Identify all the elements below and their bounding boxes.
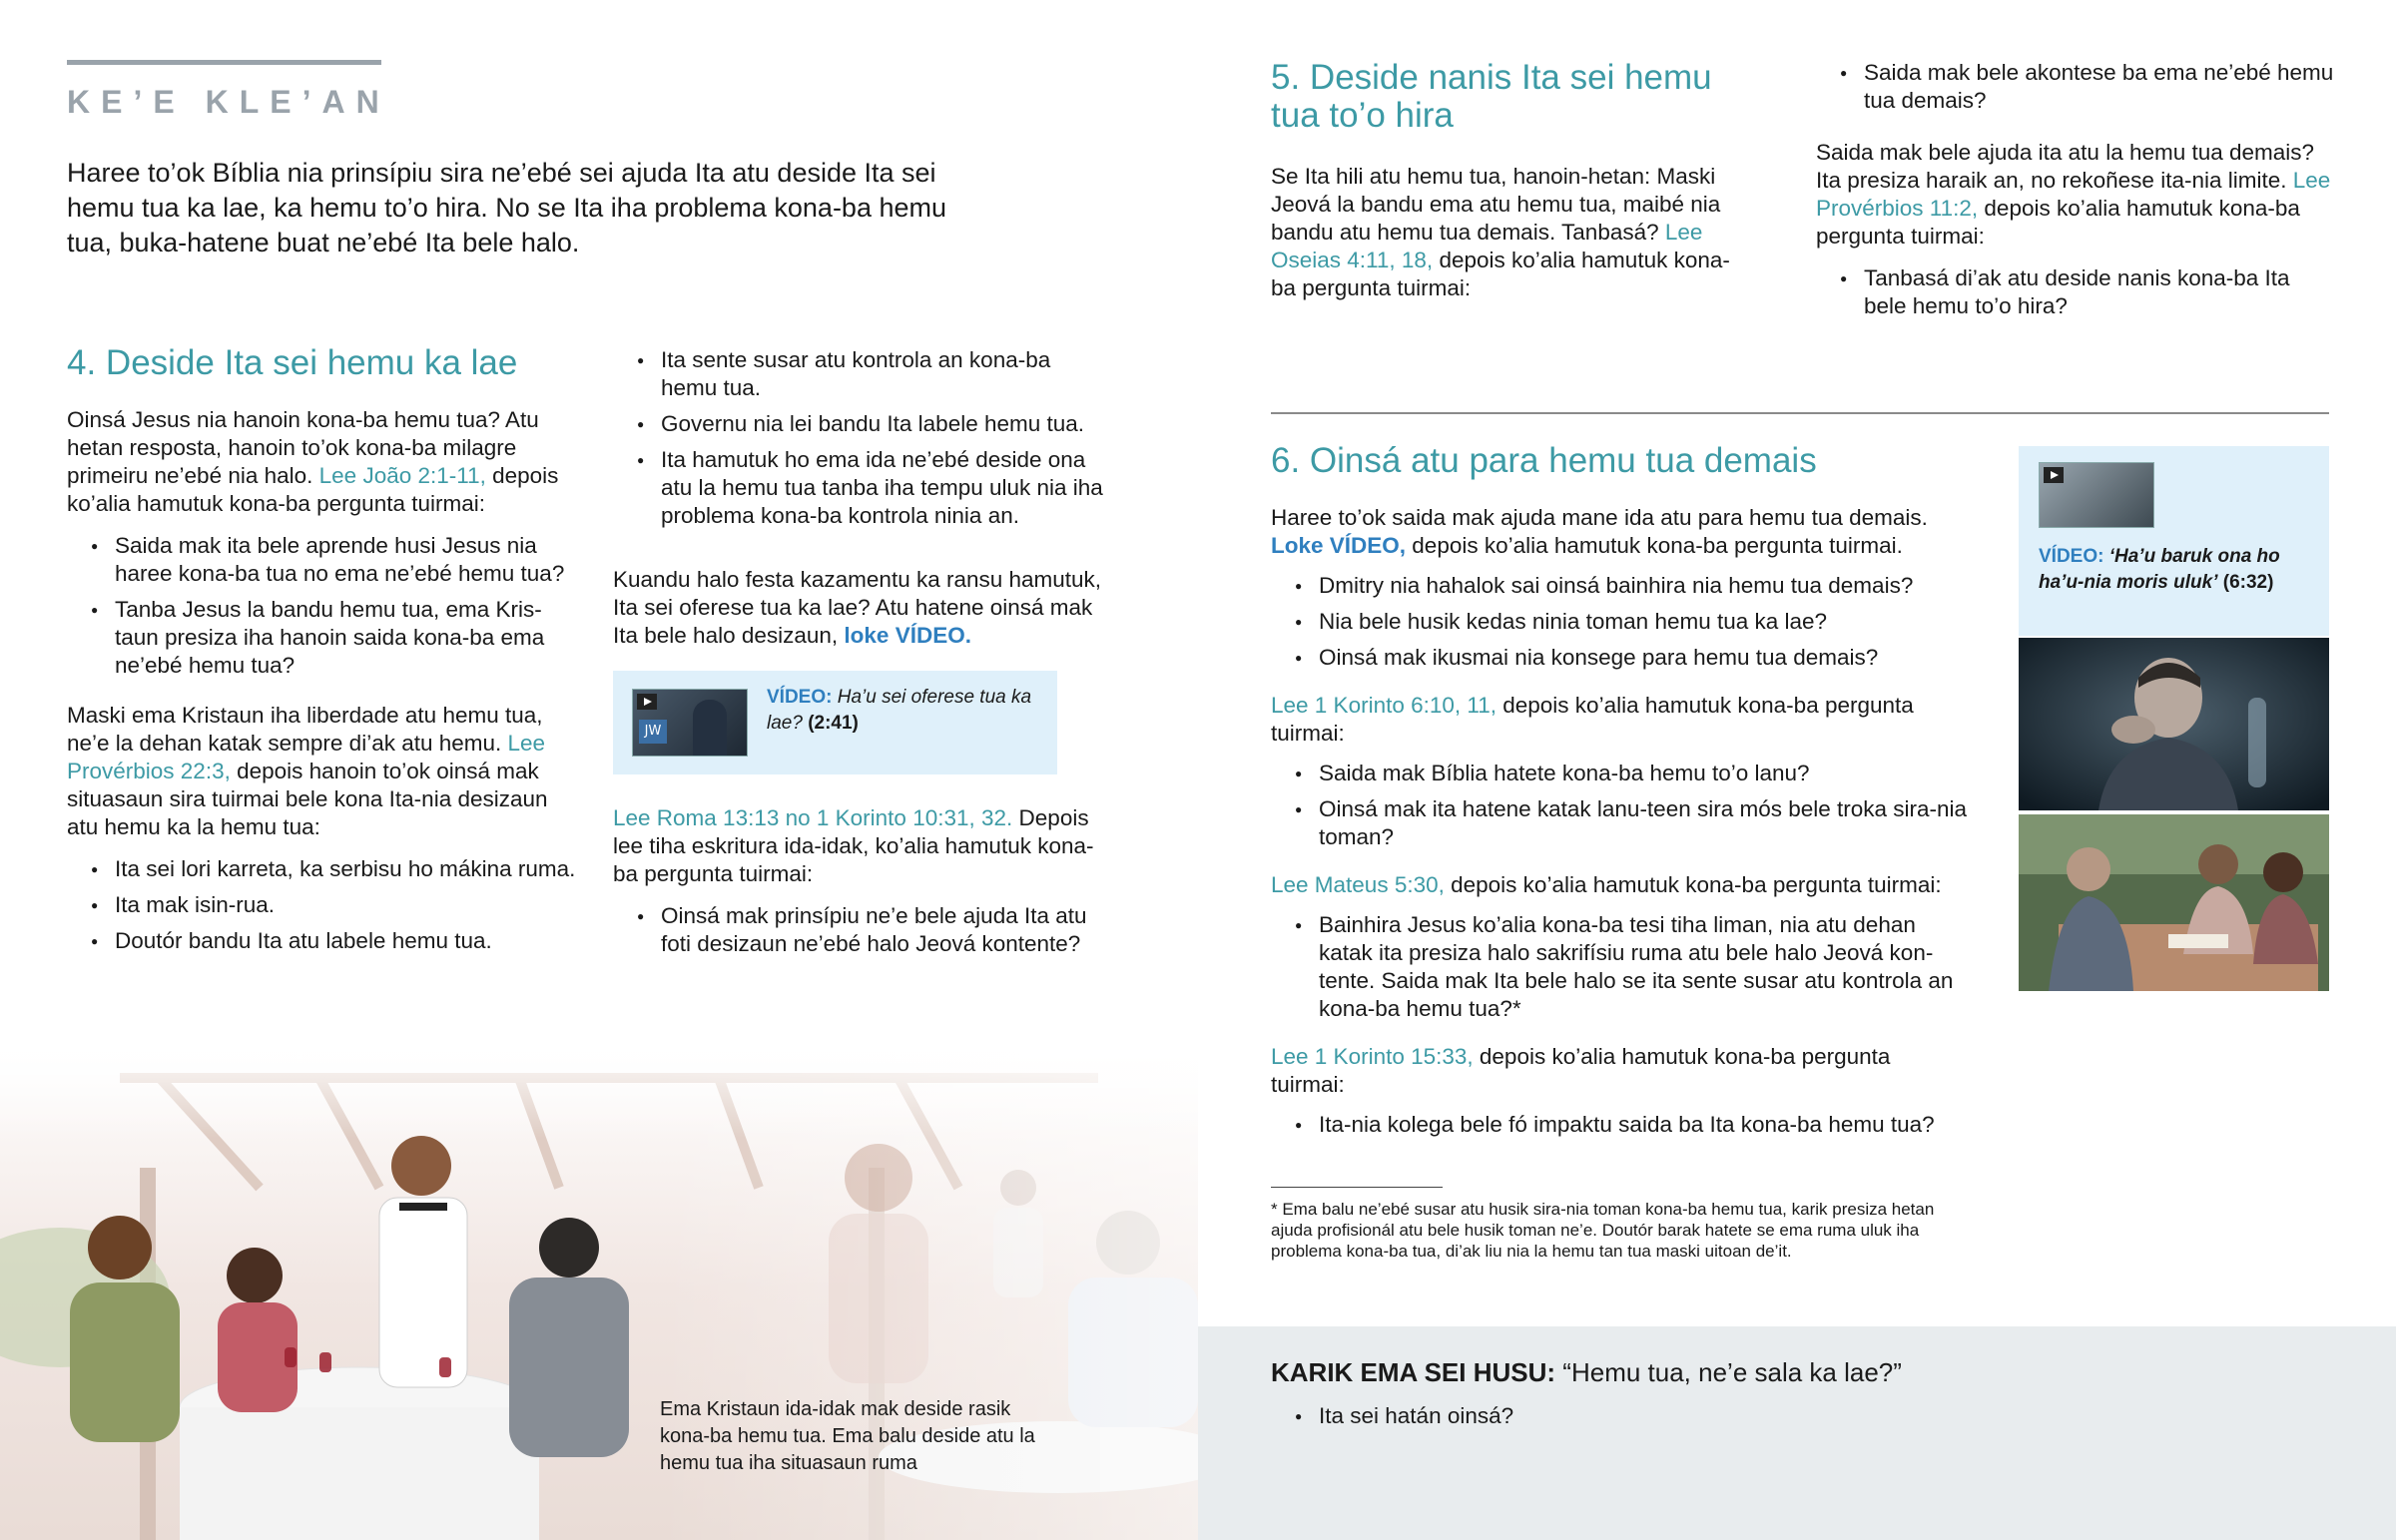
open-video-link[interactable]: Loke VÍDEO, [1271, 533, 1407, 558]
section-4-question-list-2 [613, 902, 1112, 958]
list-item: ● Saida mak ita bele aprende husi Jesus nia haree kona-ba tua no ema ne’ebé hemu tua? [67, 532, 576, 588]
list-item: ● Bainhira Jesus ko’alia kona-ba tesi tiha liman, nia atu dehan katak ita presiza halo sakrifísiu ruma atu bele halo Jeová kon-tente. Saida mak Ita bele halo se ita sente susar atu kontrola an kona-ba hemu tua?* [1271, 911, 1970, 1023]
section-4-paragraph-4: Lee Roma 13:13 no 1 Korinto 10:31, 32. Depois lee tiha eskritura ida-idak, ko’alia hamutuk kona-ba pergunta tuirmai: [613, 805, 1094, 886]
list-item: ● Saida mak bele akontese ba ema ne’ebé hemu tua demais? [1816, 59, 2335, 115]
section-4-paragraph-3: Kuandu halo festa kazamentu ka ransu hamutuk, Ita sei oferese tua ka lae? Atu hatene oinsá mak Ita bele halo desizaun, loke VÍDEO. [613, 567, 1102, 648]
footer-list [1271, 1402, 1970, 1438]
list-item: ● Dmitry nia hahalok sai oinsá bainhira nia hemu tua demais? [1271, 572, 1970, 600]
scripture-link[interactable]: Lee 1 Korinto 6:10, 11, [1271, 693, 1497, 718]
photo-man-drinking-svg [2019, 638, 2329, 810]
video-thumbnail[interactable] [2039, 462, 2154, 528]
section-6-question-list-4 [1271, 1111, 1970, 1139]
scripture-link[interactable]: Lee Mateus 5:30, [1271, 872, 1445, 897]
list-item: ● Governu nia lei bandu Ita labele hemu tua. [613, 410, 1112, 438]
section-4-col-2 [613, 346, 1112, 650]
section-6-paragraph-4: Lee 1 Korinto 15:33, depois ko’alia hamutuk kona-ba pergunta tuirmai: [1271, 1044, 1891, 1097]
list-item: ● Ita sente susar atu kontrola an kona-ba hemu tua. [613, 346, 1112, 402]
section-6-question-list-1 [1271, 572, 1970, 672]
list-item: ● Ita-nia kolega bele fó impaktu saida ba Ita kona-ba hemu tua? [1271, 1111, 1970, 1139]
jw-logo-icon: JW [639, 720, 667, 744]
section-5-question-list-2 [1816, 264, 2335, 320]
section-5-question-list-1 [1816, 59, 2335, 115]
list-item: ● Nia bele husik kedas ninia toman hemu tua ka lae? [1271, 608, 1970, 636]
footnote-rule [1271, 1187, 1443, 1188]
section-5-title: 5. Deside nanis Ita sei hemu tua to’o hira [1271, 58, 1712, 135]
list-item: ● Oinsá mak ita hatene katak lanu-teen sira mós bele troka sira-nia toman? [1271, 795, 1970, 851]
photo-man-drinking [2019, 638, 2329, 810]
illustration-caption: Ema Kristaun ida-idak mak deside rasik kona-ba hemu tua. Ema balu deside atu la hemu tua iha situasaun ruma [660, 1398, 1035, 1474]
section-4-question-list-1 [67, 532, 576, 680]
scripture-link[interactable]: Lee Provérbios 22:3, [67, 731, 546, 783]
scripture-link[interactable]: Lee Roma 13:13 no 1 Korinto 10:31, 32. [613, 805, 1013, 830]
section-6-question-list-3 [1271, 911, 1970, 1023]
section-4-paragraph-1: Oinsá Jesus nia hanoin kona-ba hemu tua? Atu hetan resposta, hanoin to’ok kona-ba milagre primeiru ne’ebé nia halo. Lee João 2:1-11, depois ko’alia hamutuk kona-ba pergunta tuirmai: [67, 407, 559, 516]
video-2-title: VÍDEO: ‘Ha’u baruk ona ho ha’u-nia moris uluk’ (6:32) [2039, 546, 2280, 593]
photo-bible-study [2019, 814, 2329, 991]
list-item: ● Doutór bandu Ita atu labele hemu tua. [67, 927, 576, 955]
list-item: ● Tanba Jesus la bandu hemu tua, ema Kris-taun presiza iha hanoin saida kona-ba ema ne’ebé hemu tua? [67, 596, 576, 680]
footnote: * Ema balu ne’ebé susar atu husik sira-nia toman kona-ba hemu tua, karik presiza hetan ajuda profisionál atu bele husik toman ne’e. Doutór barak hatete se ema ruma uluk iha problema kona-ba tua, di’ak liu nia la hemu tan tua maski uitoan de’it. [1271, 1200, 1935, 1261]
section-6-paragraph-2: Lee 1 Korinto 6:10, 11, depois ko’alia hamutuk kona-ba pergunta tuirmai: [1271, 693, 1914, 746]
section-6-title: 6. Oinsá atu para hemu tua demais [1271, 441, 1817, 480]
section-4-situation-list-cont [613, 346, 1112, 530]
section-5-col-1 [1271, 59, 1740, 302]
list-item: ● Ita sei hatán oinsá? [1271, 1402, 1970, 1430]
scripture-link[interactable]: Lee João 2:1-11, [318, 463, 486, 488]
section-4-col-1 [67, 344, 576, 963]
list-item: ● Saida mak Bíblia hatete kona-ba hemu to’o lanu? [1271, 760, 1970, 787]
photo-bible-study-svg [2019, 814, 2329, 991]
section-4-paragraph-2: Maski ema Kristaun iha liberdade atu hemu tua, ne’e la dehan katak sempre di’ak atu hemu. Lee Provérbios 22:3, depois hanoin to’ok oinsá mak situasaun sira tuirmai bele kona Ita-nia desizaun atu hemu ka la hemu tua: [67, 703, 548, 839]
section-6-paragraph-1: Haree to’ok saida mak ajuda mane ida atu para hemu tua demais. Loke VÍDEO, depois ko’alia hamutuk kona-ba pergunta tuirmai. [1271, 505, 1928, 558]
play-icon [2044, 467, 2064, 483]
header-rule [67, 60, 381, 65]
intro-text: Haree to’ok Bíblia nia prinsípiu sira ne’ebé sei ajuda Ita atu deside Ita sei hemu tua ka lae, ka hemu to’o hira. No se Ita iha problema kona-ba hemu tua, buka-hatene buat ne’ebé Ita bele halo. [67, 158, 947, 257]
video-card-2[interactable] [2019, 446, 2329, 636]
list-item: ● Oinsá mak ikusmai nia konsege para hemu tua demais? [1271, 644, 1970, 672]
video-thumbnail[interactable] [632, 689, 748, 757]
list-item: ● Ita hamutuk ho ema ida ne’ebé deside ona atu la hemu tua tanba iha tempu uluk nia iha problema kona-ba kontrola ninia an. [613, 446, 1112, 530]
section-5-col-2 [1816, 59, 2335, 328]
section-divider [1271, 412, 2329, 414]
list-item: ● Tanbasá di’ak atu deside nanis kona-ba Ita bele hemu to’o hira? [1816, 264, 2335, 320]
open-video-link[interactable]: loke VÍDEO. [844, 623, 971, 648]
play-icon [637, 694, 657, 710]
scripture-link[interactable]: Lee Provérbios 11:2, [1816, 168, 2331, 221]
scripture-link[interactable]: Lee Oseias 4:11, 18, [1271, 220, 1703, 272]
section-6-col-1 [1271, 442, 1970, 1147]
video-card-1[interactable] [613, 671, 1057, 774]
list-item: ● Oinsá mak prinsípiu ne’e bele ajuda Ita atu foti desizaun ne’ebé halo Jeová kontente? [613, 902, 1112, 958]
footer-question: KARIK EMA SEI HUSU: “Hemu tua, ne’e sala ka lae?” [1271, 1357, 1902, 1387]
section-4-situation-list [67, 855, 576, 955]
video-1-title: VÍDEO: Ha’u sei oferese tua ka lae? (2:41) [767, 687, 1032, 734]
section-label: KE’E KLE’AN [67, 84, 390, 120]
section-6-question-list-2 [1271, 760, 1970, 851]
section-6-paragraph-3: Lee Mateus 5:30, depois ko’alia hamutuk kona-ba pergunta tuirmai: [1271, 872, 1942, 897]
list-item: ● Ita mak isin-rua. [67, 891, 576, 919]
section-5-paragraph-2: Saida mak bele ajuda ita atu la hemu tua demais? Ita presiza haraik an, no rekoñese ita-nia limite. Lee Provérbios 11:2, depois ko’alia hamutuk kona-ba pergunta tuirmai: [1816, 140, 2331, 249]
section-4-col-2b [613, 804, 1112, 966]
scripture-link[interactable]: Lee 1 Korinto 15:33, [1271, 1044, 1474, 1069]
section-5-paragraph-1: Se Ita hili atu hemu tua, hanoin-hetan: Maski Jeová la bandu ema atu hemu tua, maibé nia bandu atu hemu tua demais. Tanbasá? Lee Oseias 4:11, 18, depois ko’alia hamutuk kona-ba pergunta tuirmai: [1271, 164, 1730, 300]
presenter-figure [693, 700, 727, 756]
list-item: ● Ita sei lori karreta, ka serbisu ho mákina ruma. [67, 855, 576, 883]
section-4-title: 4. Deside Ita sei hemu ka lae [67, 343, 518, 382]
